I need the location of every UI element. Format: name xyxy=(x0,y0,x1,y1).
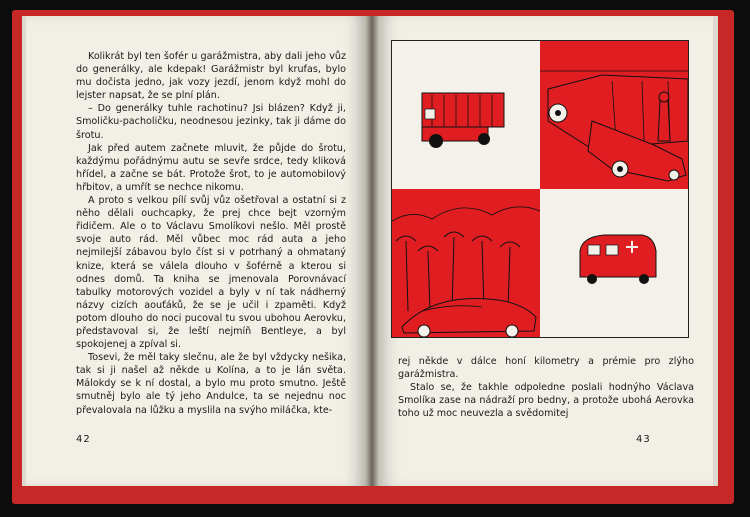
right-page-text xyxy=(398,355,694,420)
ambulance-van-drawing xyxy=(580,235,656,284)
paragraph: Tosevi, že měl taky slečnu, ale že byl vždycky nešika, tak si ji našel až někde u Kolína, a to je lán světa. Málokdy se k ní dostal, a bylo mu proto smutno. Ještě smutněj bylo ale tý jeho Andulce, ta se nejednu noc převalovala na lůžku a myslila na svýho miláčka, kte- xyxy=(76,352,346,416)
paragraph: Kolikrát byl ten šofér u garážmistra, aby dali jeho vůz do generálky, ale kdepak! Garážmistr byl krufas, bylo mu dočista jedno, jak vozy jezdí, jenom když mohl do lejster napsat, že se plní plán. xyxy=(76,51,346,102)
paragraph: Jak před autem začnete mluvit, že půjde do šrotu, každýmu pořádnýmu autu se sevře srdce, tedy kliková hřídel, a začne se bát. Protože šrot, to je automobilový hřbitov, a umřít se nechce nikomu. xyxy=(76,142,346,193)
paragraph: rej někde v dálce honí kilometry a prémie pro zlýho garážmistra. xyxy=(398,356,694,381)
paragraph: Stalo se, že takhle odpoledne poslali hodnýho Václava Smolíka zase na nádraží pro bedny, a protože ubohá Aerovka toho už moc neuvezla a svědomitej xyxy=(398,382,694,420)
paragraph: A proto s velkou pílí svůj vůz ošetřoval a ostatní si z něho dělali ouchcapky, že prej chce bejt vzorným řidičem. Ale o to Václavu Smolíkovi nešlo. Měl prostě svoje auto rád. Měl vůbec moc rád auta a jeho nejmilejší zábavou bylo číst si v potrhaný a ohmataný knize, která se válela dlouho v šoférně a kterou si odnes domů. Ta kniha se jmenovala Porovnávací tabulky motorových vozidel a byly v ní tak nádherný názvy cizích aouťáků, že se je učil i zpaměti. Když potom dlouho do noci pucoval tu svou ubohou Aerovku, představoval si, že leští nejmíň Bentleye, a byl spokojenej a zpíval si. xyxy=(76,195,346,351)
book-gutter xyxy=(366,16,378,486)
right-page xyxy=(378,16,718,486)
paragraph: – Do generálky tuhle rachotinu? Jsi blázen? Když ji, Smoličku-pacholičku, neodnesou jezinky, tak ji dáme do šrotu. xyxy=(76,103,346,141)
car-illustration xyxy=(391,40,689,338)
left-page xyxy=(22,16,366,486)
page-number-right: 43 xyxy=(636,434,651,445)
page-number-left: 42 xyxy=(76,434,91,445)
left-page-text xyxy=(76,50,346,417)
